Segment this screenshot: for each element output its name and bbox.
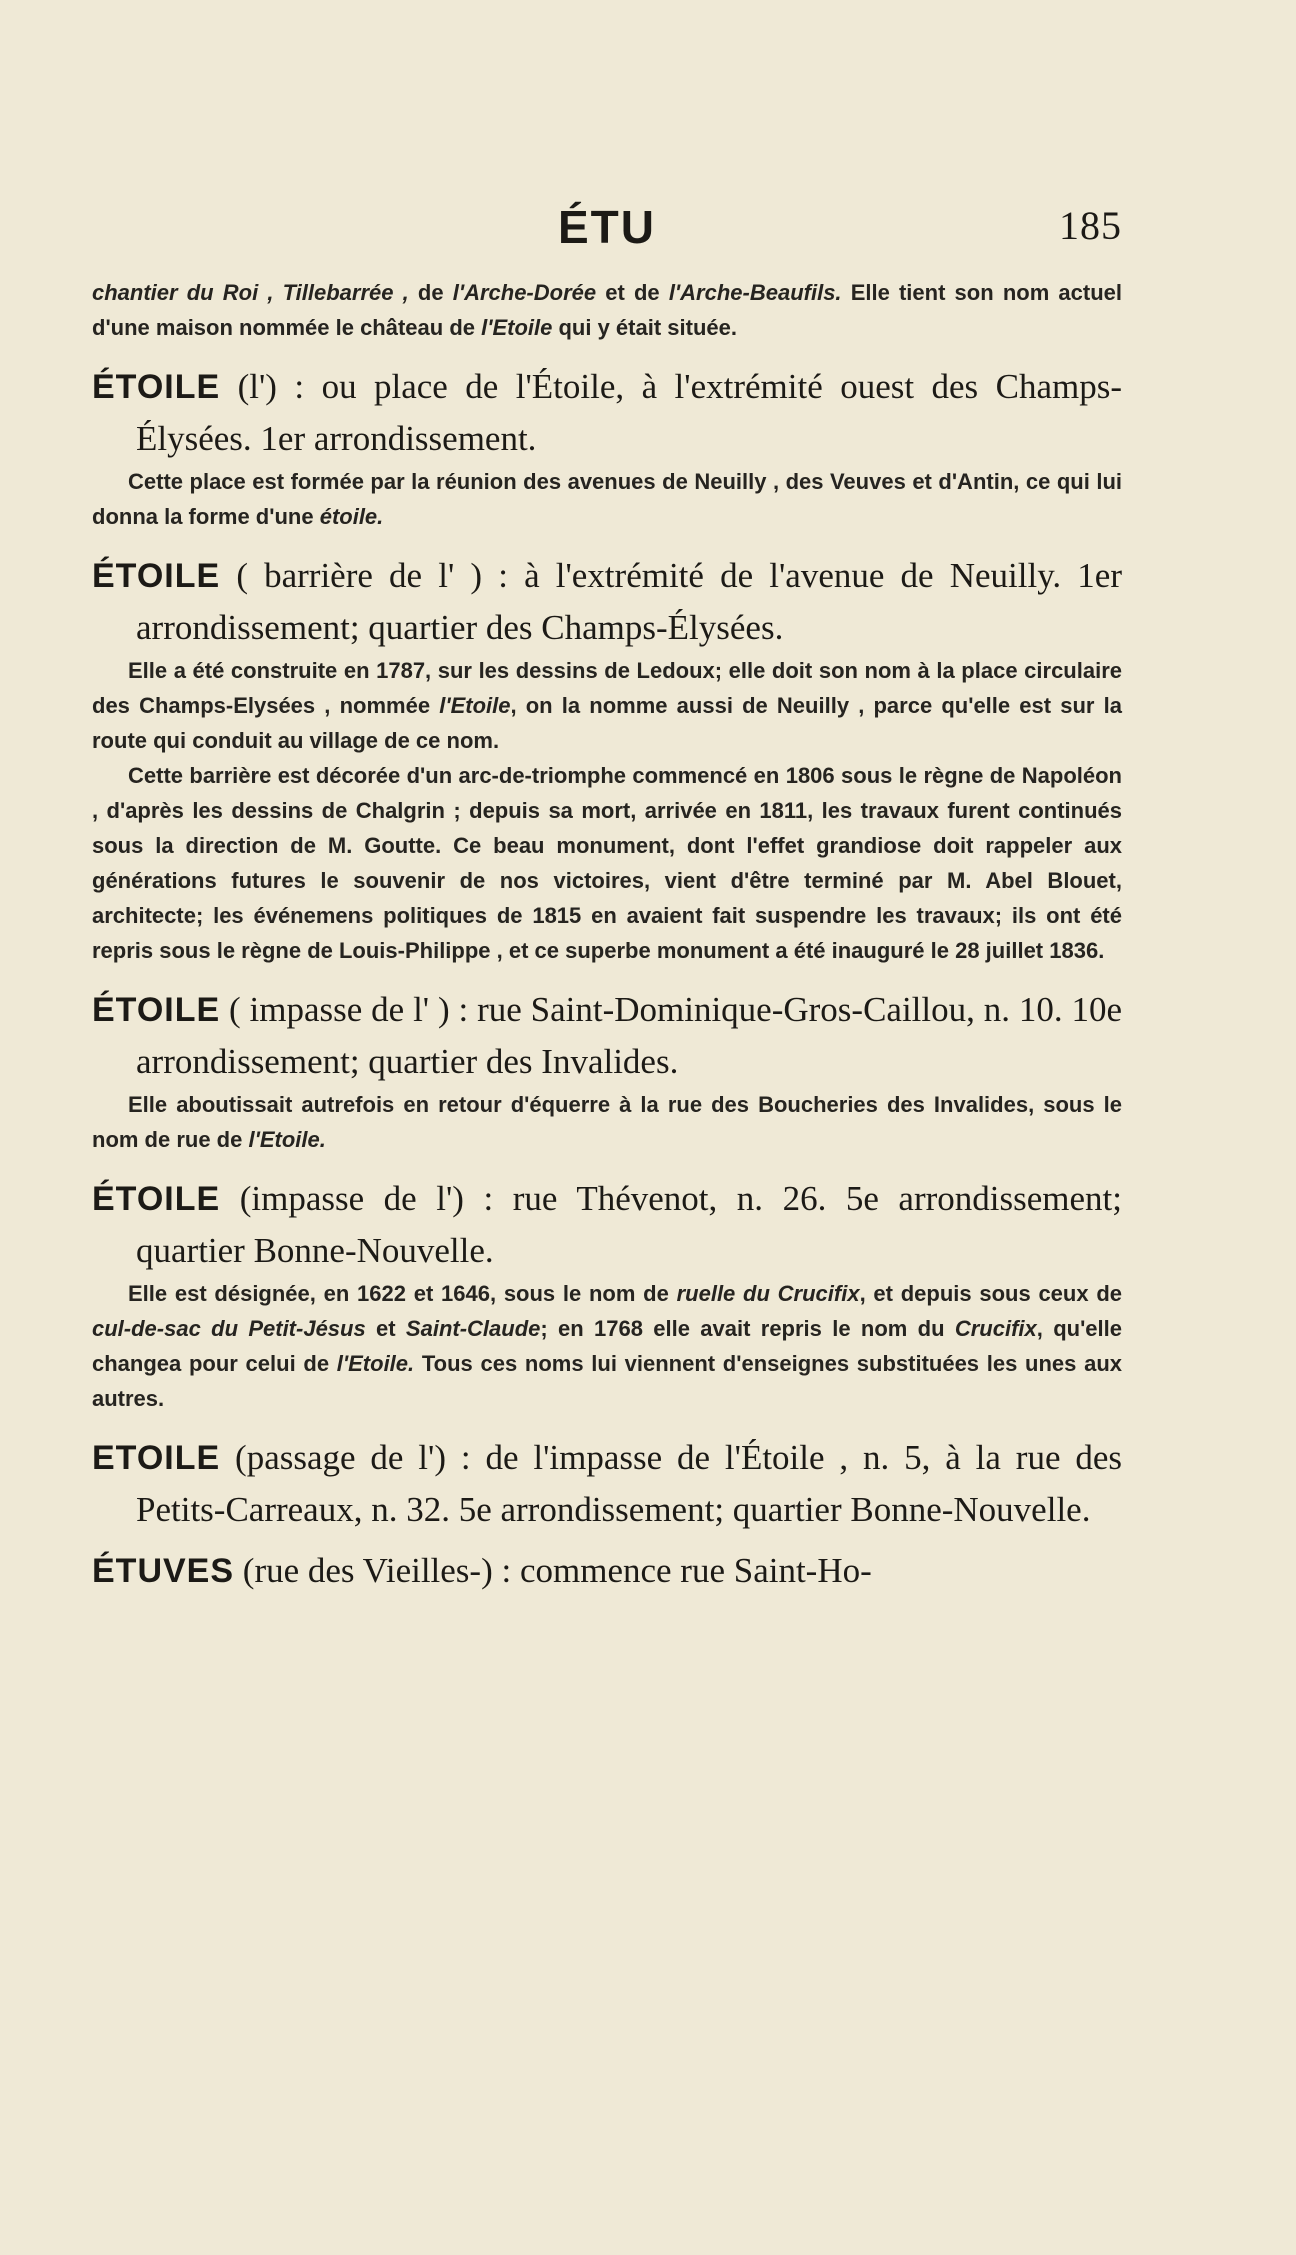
text-italic: chantier du Roi , Tillebarrée , bbox=[92, 280, 409, 305]
running-head: ÉTU bbox=[558, 201, 656, 253]
text-italic: l'Arche-Dorée bbox=[452, 280, 597, 305]
text-span: Tous ces noms lui viennent d'enseignes substituées les unes aux autres. bbox=[92, 1351, 1123, 1411]
entry-note: Cette barrière est décorée d'un arc-de-triomphe commencé en 1806 sous le règne de Napoléon , d'après les dessins de Chalgrin ; depuis sa mort, arrivée en 1811, les travaux furent continués sous la direction de M. Goutte. Ce beau monument, dont l'effet grandiose doit rappeler aux générations futures le souvenir de nos victoires, vient d'être terminé par M. Abel Blouet, architecte; les événemens politiques de 1815 en avaient fait suspendre les travaux; ils ont été repris sous le règne de Louis-Philippe , et ce superbe monument a été inauguré le 28 juillet 1836. bbox=[92, 763, 1122, 963]
text-italic: cul-de-sac du Petit-Jésus bbox=[92, 1316, 366, 1341]
entry-title: ÉTOILE bbox=[92, 368, 221, 406]
entry-heading bbox=[92, 550, 1122, 653]
text-span: qui y était située. bbox=[552, 315, 737, 340]
text-italic: l'Etoile. bbox=[248, 1127, 326, 1152]
entry-heading bbox=[92, 1545, 1122, 1597]
page-number: 185 bbox=[1059, 203, 1122, 248]
page-body bbox=[92, 275, 1122, 1597]
text-span: , qu'elle changea pour celui de bbox=[92, 1316, 1122, 1376]
text-italic: Crucifix bbox=[954, 1316, 1037, 1341]
entry-title: ÉTUVES bbox=[92, 1552, 235, 1590]
entry-heading bbox=[92, 984, 1122, 1087]
entry-heading bbox=[92, 361, 1122, 464]
text-span: Elle aboutissait autrefois en retour d'équerre à la rue des Boucheries des Invalides, sous le nom de rue de bbox=[92, 1092, 1122, 1152]
entry-heading-text: ( impasse de l' ) : rue Saint-Dominique-Gros-Caillou, n. 10. 10e arrondissement; quartier des Invalides. bbox=[136, 990, 1122, 1081]
page-header bbox=[92, 200, 1122, 260]
entry-title: ÉTOILE bbox=[92, 991, 221, 1029]
text-italic: l'Etoile. bbox=[336, 1351, 415, 1376]
text-italic: ruelle du Crucifix bbox=[676, 1281, 860, 1306]
text-span: ; en 1768 elle avait repris le nom du bbox=[540, 1316, 955, 1341]
text-span: Elle a été construite en 1787, sur les dessins de Ledoux; elle doit son nom à la place circulaire des Champs-Elysées , nommée bbox=[92, 658, 1122, 718]
text-span: et bbox=[365, 1316, 406, 1341]
text-span: , et depuis sous ceux de bbox=[859, 1281, 1122, 1306]
text-span: Elle tient son nom actuel d'une maison nommée le château de bbox=[92, 280, 1122, 340]
entry-heading-text: (impasse de l') : rue Thévenot, n. 26. 5e arrondissement; quartier Bonne-Nouvelle. bbox=[136, 1179, 1122, 1270]
entry-heading-text: (l') : ou place de l'Étoile, à l'extrémité ouest des Champs-Élysées. 1er arrondissement. bbox=[136, 367, 1122, 458]
continuation-paragraph bbox=[92, 275, 1122, 345]
text-italic: l'Etoile bbox=[439, 693, 511, 718]
text-italic: étoile. bbox=[319, 504, 384, 529]
entry-heading bbox=[92, 1432, 1122, 1535]
entry-note bbox=[92, 1276, 1122, 1416]
text-span: et de bbox=[596, 280, 669, 305]
entry-title: ÉTOILE bbox=[92, 557, 221, 595]
text-italic: l'Arche-Beaufils. bbox=[668, 280, 842, 305]
text-italic: Saint-Claude bbox=[405, 1316, 541, 1341]
entry-title: ETOILE bbox=[92, 1439, 221, 1477]
entry-title: ÉTOILE bbox=[92, 1180, 221, 1218]
text-span: de bbox=[408, 280, 453, 305]
entry-heading-text: (rue des Vieilles-) : commence rue Saint-Ho- bbox=[234, 1551, 872, 1590]
entry-note bbox=[92, 1087, 1122, 1157]
entry-note bbox=[92, 464, 1122, 534]
entry-heading-text: (passage de l') : de l'impasse de l'Étoile , n. 5, à la rue des Petits-Carreaux, n. 32. 5e arrondissement; quartier Bonne-Nouvelle. bbox=[136, 1438, 1122, 1529]
entry-heading-text: ( barrière de l' ) : à l'extrémité de l'avenue de Neuilly. 1er arrondissement; quartier des Champs-Élysées. bbox=[136, 556, 1122, 647]
text-italic: l'Etoile bbox=[481, 315, 553, 340]
text-span: Elle est désignée, en 1622 et 1646, sous le nom de bbox=[128, 1281, 677, 1306]
text-span: , on la nomme aussi de Neuilly , parce qu'elle est sur la route qui conduit au village de ce nom. bbox=[92, 693, 1122, 753]
entry-note bbox=[92, 653, 1122, 758]
entry-heading bbox=[92, 1173, 1122, 1276]
text-span: Cette place est formée par la réunion des avenues de Neuilly , des Veuves et d'Antin, ce qui lui donna la forme d'une bbox=[92, 469, 1122, 529]
